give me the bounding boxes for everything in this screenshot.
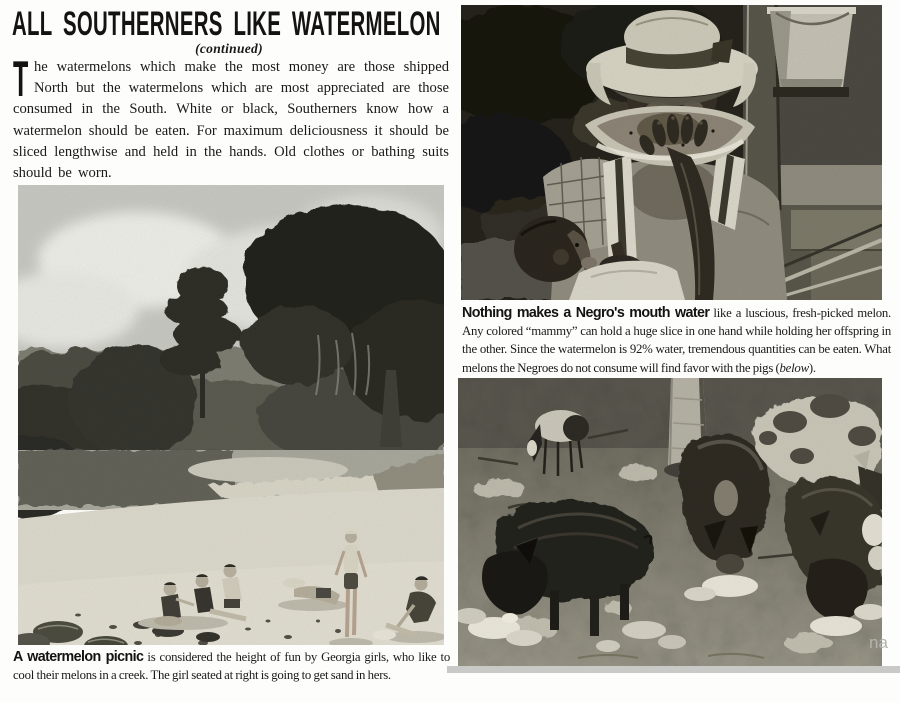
caption-picnic [13,648,450,684]
intro-text: he watermelons which make the most money are those shipped North but the watermelons which are most appreciated are those consumed in the South. White or black, Southerners know how a watermelon should be eaten. For maximum deliciousness it should be sliced lengthwise and held in the hands. Old clothes or bathing suits should be worn. [13,59,449,182]
caption-mammy [462,304,891,377]
caption-mammy-end: ). [808,360,816,375]
page-title: ALL SOUTHERNERS LIKE WATERMELON [12,5,441,43]
photo-woman-eating-watermelon [461,5,882,300]
photo-pigs-eating-rinds [458,378,882,666]
caption-mammy-text: like a luscious, fresh-picked melon. Any colored “mammy” can hold a huge slice in one hand while holding her offspring in the other. Since the watermelon is 92% water, tremendous quantities can be eaten. What melons the Negroes do not consume will find favor with the pigs ( [462,306,891,375]
intro-paragraph [13,51,449,184]
watermark-text: na [869,633,888,652]
caption-mammy-lead: Nothing makes a Negro's mouth water [462,305,710,321]
photo-bottom-strip [447,666,900,673]
caption-mammy-below: below [779,360,809,375]
photo-watermelon-picnic [18,185,444,645]
caption-picnic-text: is considered the height of fun by Georgia girls, who like to cool their melons in a creek. The girl seated at right is going to get sand in hers. [13,650,450,683]
woman-photo-art [461,5,882,300]
picnic-photo-art [18,185,444,645]
dropcap: T [13,51,29,107]
pigs-photo-art [458,378,882,666]
caption-picnic-lead: A watermelon picnic [13,649,144,665]
continued-note: (continued) [195,41,263,56]
